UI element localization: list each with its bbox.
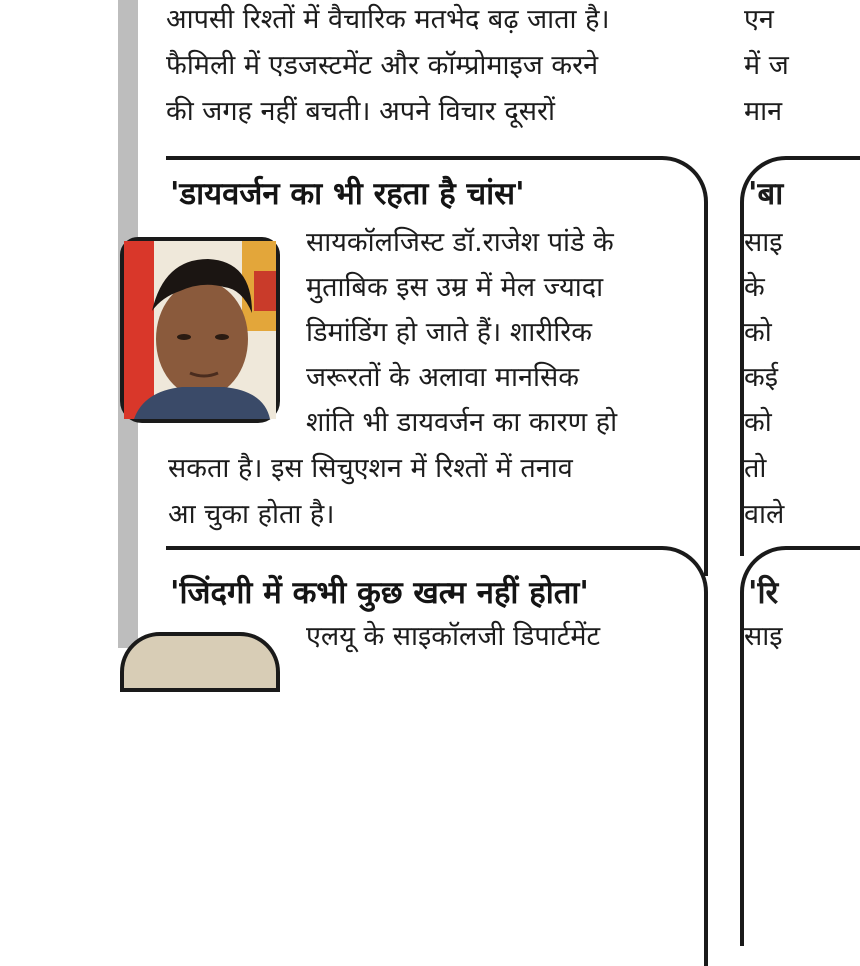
intro-line: फैमिली में एडजस्टमेंट और कॉम्प्रोमाइज करने	[166, 50, 599, 81]
body-line: शांति भी डायवर्जन का कारण हो	[306, 407, 618, 438]
body-line: मुताबिक इस उम्र में मेल ज्यादा	[306, 272, 604, 303]
fragment: साइ	[744, 227, 783, 258]
fragment: में ज	[744, 50, 789, 81]
fragment: तो	[744, 453, 767, 484]
headline-fragment: 'रि	[748, 575, 779, 611]
body-line: सकता है। इस सिचुएशन में रिश्तों में तनाव	[168, 453, 573, 484]
fragment: मान	[744, 96, 783, 127]
headline-fragment: 'बा	[748, 176, 784, 212]
portrait-image	[124, 241, 276, 419]
fragment: साइ	[744, 621, 783, 652]
fragment: को	[744, 407, 772, 438]
body-line: एलयू के साइकॉलजी डिपार्टमेंट	[306, 621, 601, 652]
body-line: आ चुका होता है।	[168, 499, 335, 530]
body-line: डिमांडिंग हो जाते हैं। शारीरिक	[306, 317, 593, 348]
fragment: कई	[744, 362, 778, 393]
adjacent-column	[740, 0, 800, 652]
intro-line: की जगह नहीं बचती। अपने विचार दूसरों	[166, 96, 556, 127]
headline-life: 'जिंदगी में कभी कुछ खत्म नहीं होता'	[170, 575, 589, 611]
body-line: जरूरतों के अलावा मानसिक	[306, 362, 579, 393]
fragment: वाले	[744, 499, 785, 530]
left-margin	[0, 0, 118, 648]
fragment: एन	[744, 4, 774, 35]
psychologist-photo	[120, 237, 280, 423]
second-photo	[120, 632, 280, 692]
adjacent-box	[740, 156, 860, 556]
fragment: के	[744, 272, 765, 303]
fragment: को	[744, 317, 772, 348]
intro-line: आपसी रिश्तों में वैचारिक मतभेद बढ़ जाता है।	[166, 4, 610, 35]
body-line: सायकॉलजिस्ट डॉ.राजेश पांडे के	[306, 227, 614, 258]
headline-diversion: 'डायवर्जन का भी रहता है चांस'	[170, 176, 525, 212]
